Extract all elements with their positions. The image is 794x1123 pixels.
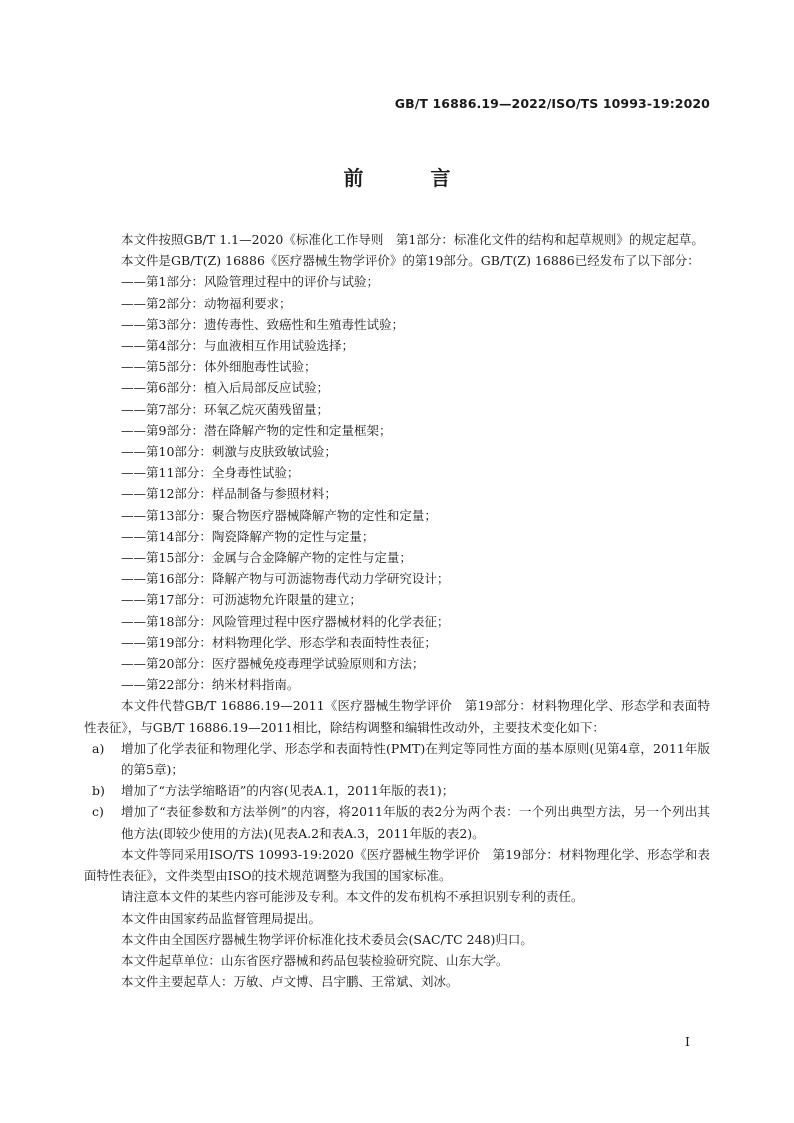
list-item: ——第2部分：动物福利要求；	[121, 295, 292, 311]
list-marker: c)	[92, 804, 104, 820]
list-item: ——第22部分：纳米材料指南。	[121, 677, 300, 693]
change-item	[84, 801, 710, 843]
parts-list	[84, 271, 710, 695]
change-text: 增加了“表征参数和方法举例”的内容，将2011年版的表2分为两个表：一个列出典型方法，另一个列出其他方法(即较少使用的方法)(见表A.2和表A.3，2011年版的表2)。	[121, 804, 710, 841]
list-item: ——第15部分：金属与合金降解产物的定性与定量；	[121, 550, 412, 566]
foreword-content	[84, 229, 710, 992]
paragraph-adoption: 本文件等同采用ISO/TS 10993-19:2020《医疗器械生物学评价 第19部分：材料物理化学、形态学和表面特性表征》，文件类型由ISO的技术规范调整为我国的国家标准。	[84, 846, 710, 884]
paragraph-proposer: 本文件由国家药品监督管理局提出。	[121, 910, 322, 926]
paragraph-series-intro: 本文件是GB/T(Z) 16886《医疗器械生物学评价》的第19部分。GB/T(Z) 16886已经发布了以下部分：	[121, 253, 700, 269]
list-item: ——第20部分：医疗器械免疫毒理学试验原则和方法；	[121, 656, 425, 672]
list-item: ——第3部分：遗传毒性、致癌性和生殖毒性试验；	[121, 316, 404, 332]
change-text: 增加了化学表征和物理化学、形态学和表面特性(PMT)在判定等同性方面的基本原则(见第4章，2011年版的第5章)；	[121, 740, 710, 778]
paragraph-replacement: 本文件代替GB/T 16886.19—2011《医疗器械生物学评价 第19部分：材料物理化学、形态学和表面特性表征》，与GB/T 16886.19—2011相比，除结构调整和编辑性改动外，主要技术变化如下：	[84, 698, 710, 735]
paragraph-patent-notice: 请注意本文件的某些内容可能涉及专利。本文件的发布机构不承担识别专利的责任。	[121, 889, 584, 905]
list-item: ——第11部分：全身毒性试验；	[121, 465, 300, 481]
list-item: ——第14部分：陶瓷降解产物的定性与定量；	[121, 528, 375, 544]
list-item: ——第16部分：降解产物与可沥滤物毒代动力学研究设计；	[121, 571, 450, 587]
paragraph-drafters: 本文件主要起草人：万敏、卢文博、吕宇鹏、王常斌、刘冰。	[121, 974, 459, 990]
list-item: ——第4部分：与血液相互作用试验选择；	[121, 338, 354, 354]
change-text: 增加了“方法学缩略语”的内容(见表A.1，2011年版的表1)；	[121, 783, 455, 799]
change-item	[84, 738, 710, 780]
list-item: ——第5部分：体外细胞毒性试验；	[121, 359, 317, 375]
paragraph-drafting-units: 本文件起草单位：山东省医疗器械和药品包装检验研究院、山东大学。	[121, 952, 509, 968]
page-number: I	[685, 1034, 690, 1049]
list-item: ——第19部分：材料物理化学、形态学和表面特性表征；	[121, 634, 437, 650]
list-marker: b)	[92, 783, 105, 799]
changes-list	[84, 738, 710, 844]
change-item	[84, 780, 710, 801]
list-item: ——第17部分：可沥滤物允许限量的建立；	[121, 592, 362, 608]
list-item: ——第10部分：刺激与皮肤致敏试验；	[121, 444, 337, 460]
list-item: ——第12部分：样品制备与参照材料；	[121, 486, 337, 502]
list-item: ——第9部分：潜在降解产物的定性和定量框架；	[121, 422, 392, 438]
list-item: ——第1部分：风险管理过程中的评价与试验；	[121, 274, 379, 290]
list-item: ——第7部分：环氧乙烷灭菌残留量；	[121, 401, 329, 417]
list-item: ——第18部分：风险管理过程中医疗器械材料的化学表征；	[121, 613, 450, 629]
page-title: 前 言	[343, 166, 481, 190]
standard-code: GB/T 16886.19—2022/ISO/TS 10993-19:2020	[394, 96, 710, 111]
list-item: ——第13部分：聚合物医疗器械降解产物的定性和定量；	[121, 507, 437, 523]
paragraph-drafting-rules: 本文件按照GB/T 1.1—2020《标准化工作导则 第1部分：标准化文件的结构和起草规则》的规定起草。	[121, 232, 704, 247]
list-item: ——第6部分：植入后局部反应试验；	[121, 380, 329, 396]
list-marker: a)	[92, 740, 105, 756]
paragraph-committee: 本文件由全国医疗器械生物学评价标准化技术委员会(SAC/TC 248)归口。	[121, 931, 533, 947]
